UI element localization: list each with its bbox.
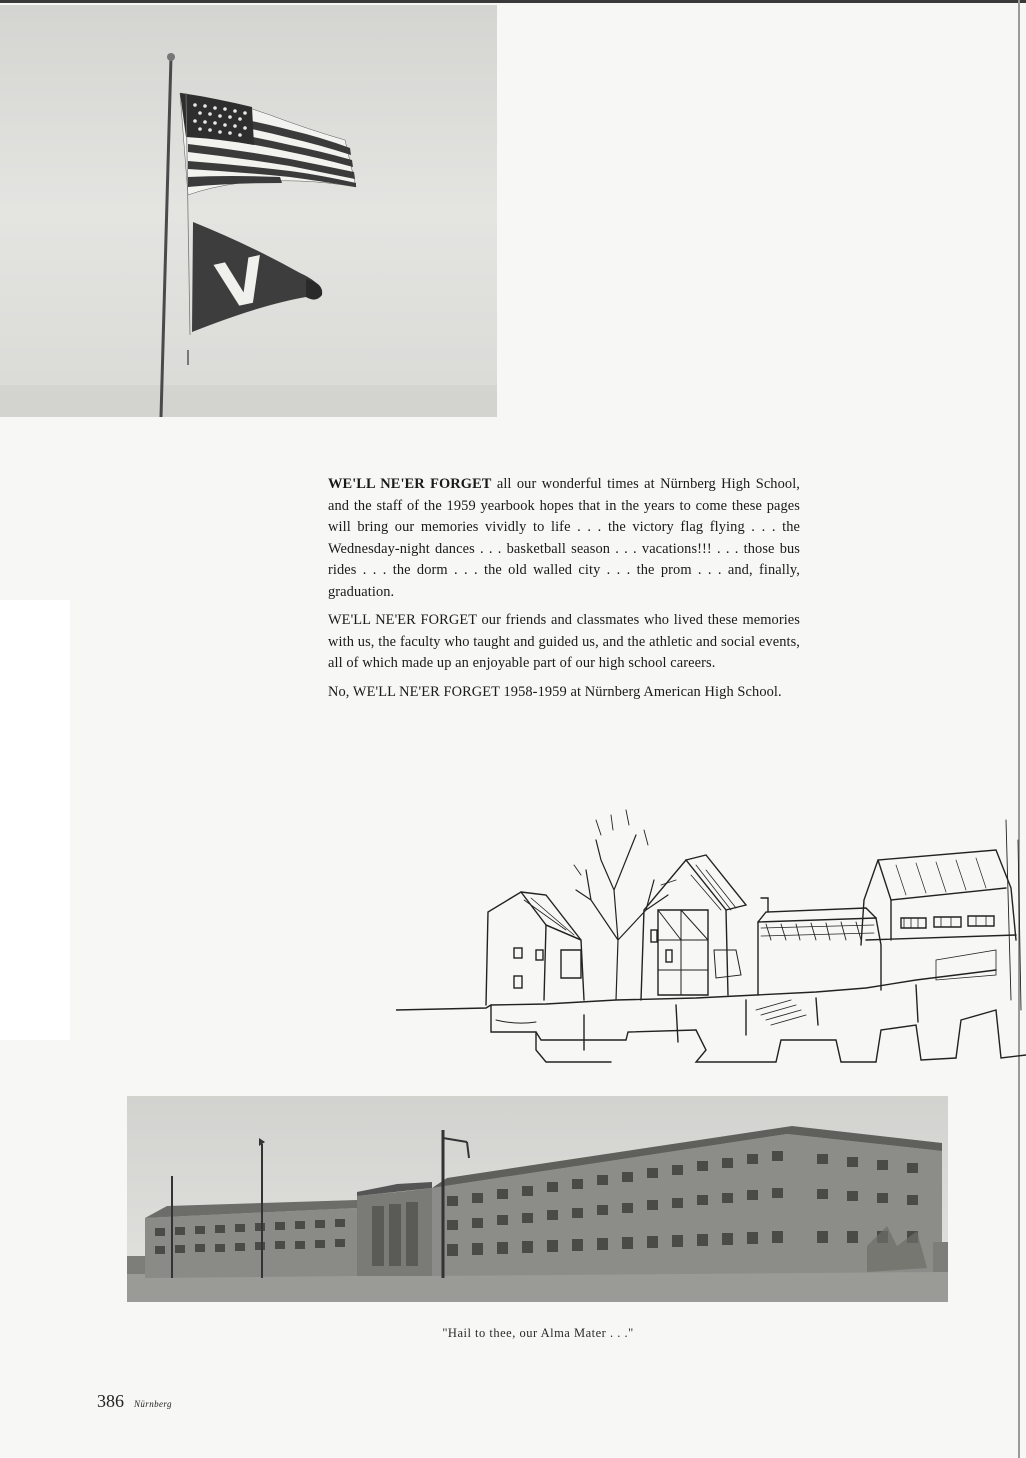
sketch-tower-house: [641, 855, 746, 1000]
page-right-edge: [1018, 0, 1020, 1458]
body-text: [328, 474, 800, 710]
paragraph-2: WE'LL NE'ER FORGET our friends and classmates who lived these memories with us, the faculty who taught and guided us, and the athletic and social events, all of which made up an enjoyable part of our high school careers.: [328, 612, 800, 671]
school-left-wing: [145, 1208, 357, 1278]
page-number: 386: [97, 1391, 124, 1411]
flag-photo: [0, 5, 497, 417]
photo-caption: "Hail to thee, our Alma Mater . . .": [442, 1326, 634, 1340]
lead-phrase: WE'LL NE'ER FORGET: [328, 476, 492, 492]
pennant-letter: V: [210, 242, 273, 324]
folio-school-name: Nürnberg: [134, 1399, 172, 1409]
paragraph-1: [328, 474, 800, 603]
flag-pole-finial: [167, 53, 175, 61]
paragraph-3: No, WE'LL NE'ER FORGET 1958-1959 at Nürnberg American High School.: [328, 683, 782, 700]
sketch-tree: [574, 810, 676, 1000]
paragraph-1-text: all our wonderful times at Nürnberg High School, and the staff of the 1959 yearbook hopes that in the years to come these pages will bring our memories vividly to life . . . the victory flag flying . . . the Wednesday-night dances . . . basketball season . . . vacations!!! . . . those bus rides . . . the dorm . . . the old walled city . . . the prom . . . and, finally, graduation.: [328, 476, 800, 600]
school-building-photo: [127, 1096, 948, 1302]
flag-photo-drawing: [0, 5, 497, 417]
horizon-band: [0, 385, 497, 417]
page-top-edge: [0, 0, 1026, 3]
sky-background: [0, 5, 497, 417]
old-city-sketch: [396, 800, 1026, 1080]
sketch-house-left: [486, 892, 584, 1005]
white-margin-block: [0, 600, 70, 1040]
page-folio: [97, 1391, 172, 1412]
sketch-building-right: [861, 850, 1016, 945]
